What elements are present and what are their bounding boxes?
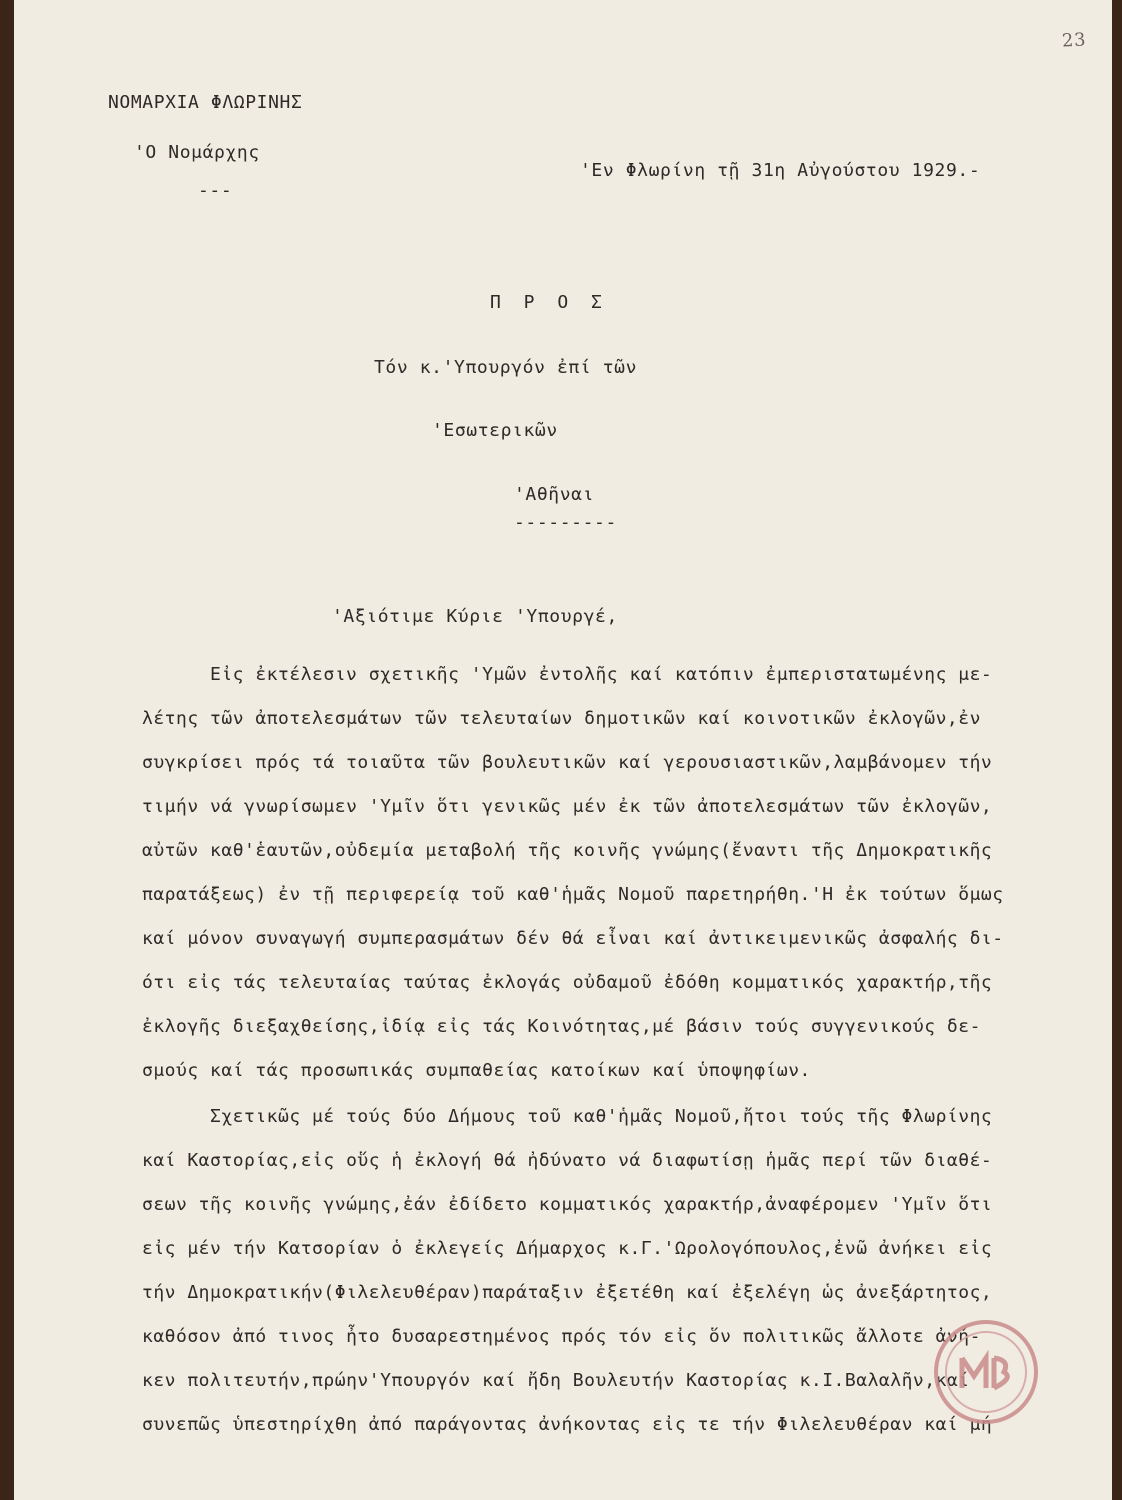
date-line: 'Εν Φλωρίνη τῇ 31η Αὐγούστου 1929.- — [580, 160, 981, 181]
body-line: καθόσον ἀπό τινος ἦτο δυσαρεστημένος πρός τόν εἰς ὅν πολιτικῶς ἄλλοτε ἀνή- — [142, 1326, 981, 1347]
header-separator: --- — [198, 180, 233, 201]
recipient-separator: --------- — [514, 512, 617, 533]
body-line: τιμήν νά γνωρίσωμεν 'Υμῖν ὅτι γενικῶς μέν ἐκ τῶν ἀποτελεσμάτων τῶν ἐκλογῶν, — [142, 796, 993, 817]
body-line: καί μόνον συναγωγή συμπερασμάτων δέν θά εἶναι καί ἀντικειμενικῶς ἀσφαλής δι- — [142, 928, 1004, 949]
recipient-line-2: 'Εσωτερικῶν — [432, 420, 558, 441]
body-line: Σχετικῶς μέ τούς δύο Δήμους τοῦ καθ'ἡμᾶς Νομοῦ,ἤτοι τούς τῆς Φλωρίνης — [210, 1106, 993, 1127]
archive-stamp-icon — [932, 1318, 1040, 1426]
body-line: καί Καστορίας,εἰς οὕς ἡ ἐκλογή θά ἠδύνατο νά διαφωτίσῃ ἡμᾶς περί τῶν διαθέ- — [142, 1150, 993, 1171]
body-line: σμούς καί τάς προσωπικάς συμπαθείας κατοίκων καί ὑποψηφίων. — [142, 1060, 811, 1081]
page-number: 23 — [1061, 29, 1087, 52]
official-title: 'Ο Νομάρχης — [134, 142, 260, 163]
recipient-line-3: 'Αθῆναι — [514, 484, 595, 505]
body-line: Εἰς ἐκτέλεσιν σχετικῆς 'Υμῶν ἐντολῆς καί κατόπιν ἐμπεριστατωμένης με- — [210, 664, 993, 685]
body-line: σεων τῆς κοινῆς γνώμης,ἐάν ἐδίδετο κομματικός χαρακτήρ,ἀναφέρομεν 'Υμῖν ὅτι — [142, 1194, 993, 1215]
office-header: ΝΟΜΑΡΧΙΑ ΦΛΩΡΙΝΗΣ — [108, 92, 303, 113]
recipient-line-1: Τόν κ.'Υπουργόν ἐπί τῶν — [374, 357, 638, 378]
body-line: ότι εἰς τάς τελευταίας ταύτας ἐκλογάς οὐδαμοῦ ἐδόθη κομματικός χαρακτήρ,τῆς — [142, 972, 993, 993]
body-line: παρατάξεως) ἐν τῇ περιφερείᾳ τοῦ καθ'ἡμᾶς Νομοῦ παρετηρήθη.'Η ἐκ τούτων ὅμως — [142, 884, 1004, 905]
body-line: εἰς μέν τήν Κατσορίαν ὁ ἐκλεγείς Δήμαρχος κ.Γ.'Ωρολογόπουλος,ἐνῶ ἀνήκει εἰς — [142, 1238, 993, 1259]
body-line: λέτης τῶν ἀποτελεσμάτων τῶν τελευταίων δημοτικῶν καί κοινοτικῶν ἐκλογῶν,ἐν — [142, 708, 981, 729]
body-line: τήν Δημοκρατικήν(Φιλελευθέραν)παράταξιν ἐξετέθη καί ἐξελέγη ὡς ἀνεξάρτητος, — [142, 1282, 993, 1303]
body-line: κεν πολιτευτήν,πρώην'Υπουργόν καί ἤδη Βουλευτήν Καστορίας κ.Ι.Βαλαλῆν,καί — [142, 1370, 970, 1391]
document-page — [14, 0, 1112, 1500]
body-line: συνεπῶς ὑπεστηρίχθη ἀπό παράγοντας ἀνήκοντας εἰς τε τήν Φιλελευθέραν καί μή — [142, 1414, 993, 1435]
body-line: ἐκλογῆς διεξαχθείσης,ἰδίᾳ εἰς τάς Κοινότητας,μέ βάσιν τούς συγγενικούς δε- — [142, 1016, 981, 1037]
body-line: αὐτῶν καθ'ἑαυτῶν,οὐδεμία μεταβολή τῆς κοινῆς γνώμης(ἔναντι τῆς Δημοκρατικῆς — [142, 840, 993, 861]
salutation: 'Αξιότιμε Κύριε 'Υπουργέ, — [332, 606, 618, 627]
recipient-heading: Π Ρ Ο Σ — [490, 292, 608, 313]
body-line: συγκρίσει πρός τά τοιαῦτα τῶν βουλευτικῶν καί γερουσιαστικῶν,λαμβάνομεν τήν — [142, 752, 993, 773]
